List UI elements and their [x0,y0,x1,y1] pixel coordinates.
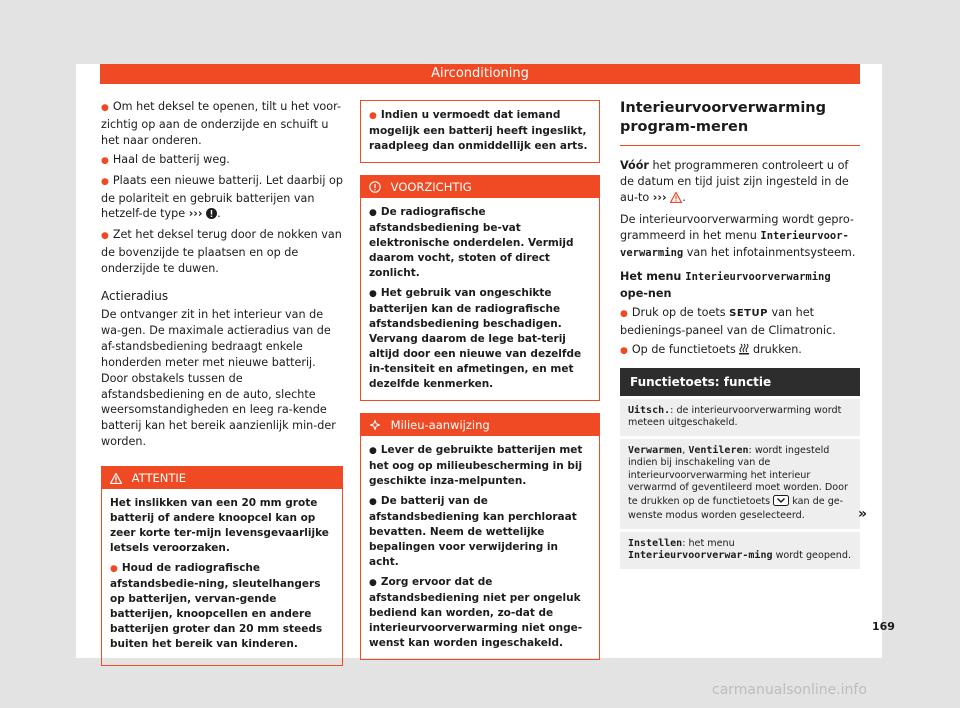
bullet-icon: ● [101,103,109,113]
column-2 [360,100,600,672]
bullet-icon: ● [369,497,377,507]
bullet-icon: ● [369,578,377,588]
bullet-icon: ● [369,289,377,299]
step-replace-cover: ● Zet het deksel terug door de nokken van de bovenzijde te plaatsen en op de onderzijde te duwen. [101,228,342,276]
continue-marker: » [858,506,868,522]
bullet-icon: ● [369,446,377,456]
warning-triangle-icon [670,192,682,208]
column-1 [101,99,343,678]
caution-box [360,175,600,401]
step-remove-battery: ● Haal de batterij weg. [101,152,230,166]
bullet-icon: ● [369,208,377,218]
caution-header: VOORZICHTIG [361,176,599,198]
intro-text: Vóór het programmeren controleert u of de datum en tijd juist zijn ingesteld in de au-to ››› . [620,158,860,208]
function-table [620,368,860,569]
heater-icon [739,343,749,360]
table-row: Uitsch.: de interieurvoorverwarming wordt meteen uitgeschakeld. [620,399,860,436]
step-insert-battery: ● Plaats een nieuwe batterij. Let daarbij op de polariteit en gebruik batterijen van hetzelf-de type ››› . [101,173,343,225]
warning-box-continued: ● Indien u vermoedt dat iemand mogelijk een batterij heeft ingeslikt, raadpleeg dan onmiddellijk een arts. [360,100,600,163]
watermark: carmanualsonline.info [712,682,867,698]
table-row: Verwarmen, Ventileren: wordt ingesteld indien bij inschakeling van de interieurvoorverwarming het interieur verwarmd of geventileerd moet worden. Door te drukken op de functietoets kan de ge-wenste modus worden geselecteerd. [620,439,860,529]
bullet-icon: ● [620,346,628,357]
reference-arrows[interactable]: ››› [188,207,203,221]
step-function-key: ● Op de functietoets drukken. [620,342,860,360]
section-title-range: Actieradius [101,289,169,304]
warning-triangle-icon [110,471,122,489]
chevron-down-key-icon [773,495,789,511]
environment-leaf-icon [369,418,381,436]
bullet-icon: ● [101,155,109,166]
bullet-icon: ● [620,309,628,320]
bullet-icon: ● [369,111,377,121]
warning-body: Het inslikken van een 20 mm grote batterij of andere knoopcel kan op zeer korte ter-mijn levensgevaarlijke letsels veroorzaken. ● Houd de radiografische afstandsbedie-ning, sleutelhangers op batterijen, vervan-gende batterijen, knoopcellen en andere batterijen groter dan 20 mm steeds buiten het bereik van kinderen. [110,497,329,651]
environment-box [360,413,600,660]
caution-icon [369,180,381,198]
environment-header: Milieu-aanwijzing [361,414,599,436]
setup-key-label: SETUP [729,308,768,320]
bullet-icon: ● [101,231,109,242]
step-setup: ● Druk op de toets SETUP van het bedienings-paneel van de Climatronic. [620,306,836,338]
bullet-icon: ● [101,176,109,187]
info-icon [206,208,217,224]
menu-open-title: Het menu Interieurvoorverwarming ope-nen [620,270,831,301]
table-row: Instellen: het menu Interieurvoorverwar-ming wordt geopend. [620,532,860,569]
section-heading: Interieurvoorverwarming program-meren [620,99,860,146]
caution-body: ● De radiografische afstandsbediening be-vat elektronische onderdelen. Vermijd daarom vocht, stoten of direct zonlicht. ● Het gebruik van ongeschikte batterijen kan de radiografische afstandsbediening beschadigen. Vervang daarom de lege bat-terij altijd door een nieuwe van dezelfde in-tensiteit en afmetingen, en met dezelfde kenmerken. [369,206,582,390]
page-number: 169 [872,620,895,633]
menu-text: De interieurvoorverwarming wordt gepro-grammeerd in het menu Interieurvoor-verwarming van het infotainmentsysteem. [620,212,856,259]
chapter-header: Airconditioning [100,64,860,84]
reference-arrows[interactable]: ››› [652,190,667,204]
column-3 [620,99,860,569]
range-text: De ontvanger zit in het interieur van de wa-gen. De maximale actieradius van de af-standsbediening bedraagt enkele honderden meter met nieuwe batterij. Door obstakels tussen de afstandsbediening en de auto, slechte weersomstandigheden en leeg ra-kende batterij kan het bereik aanzienlijk min-der worden. [101,307,336,449]
function-table-header: Functietoets: functie [620,368,860,396]
step-open-cover: ● Om het deksel te openen, tilt u het voor-zichtig op aan de onderzijde en schuift u het naar onderen. [101,100,342,147]
bullet-icon: ● [110,564,118,575]
warning-header: ATTENTIE [102,467,342,489]
environment-body: ● Lever de gebruikte batterijen met het oog op milieubescherming in bij geschikte inza-melpunten. ● De batterij van de afstandsbediening kan perchloraat bevatten. Neem de wettelijke bepalingen voor verwijdering in acht. ● Zorg ervoor dat de afstandsbediening niet per ongeluk bediend kan worden, zo-dat de interieurvoorverwarming niet onge-wenst kan worden ingeschakeld. [369,444,583,649]
warning-box [101,466,343,666]
